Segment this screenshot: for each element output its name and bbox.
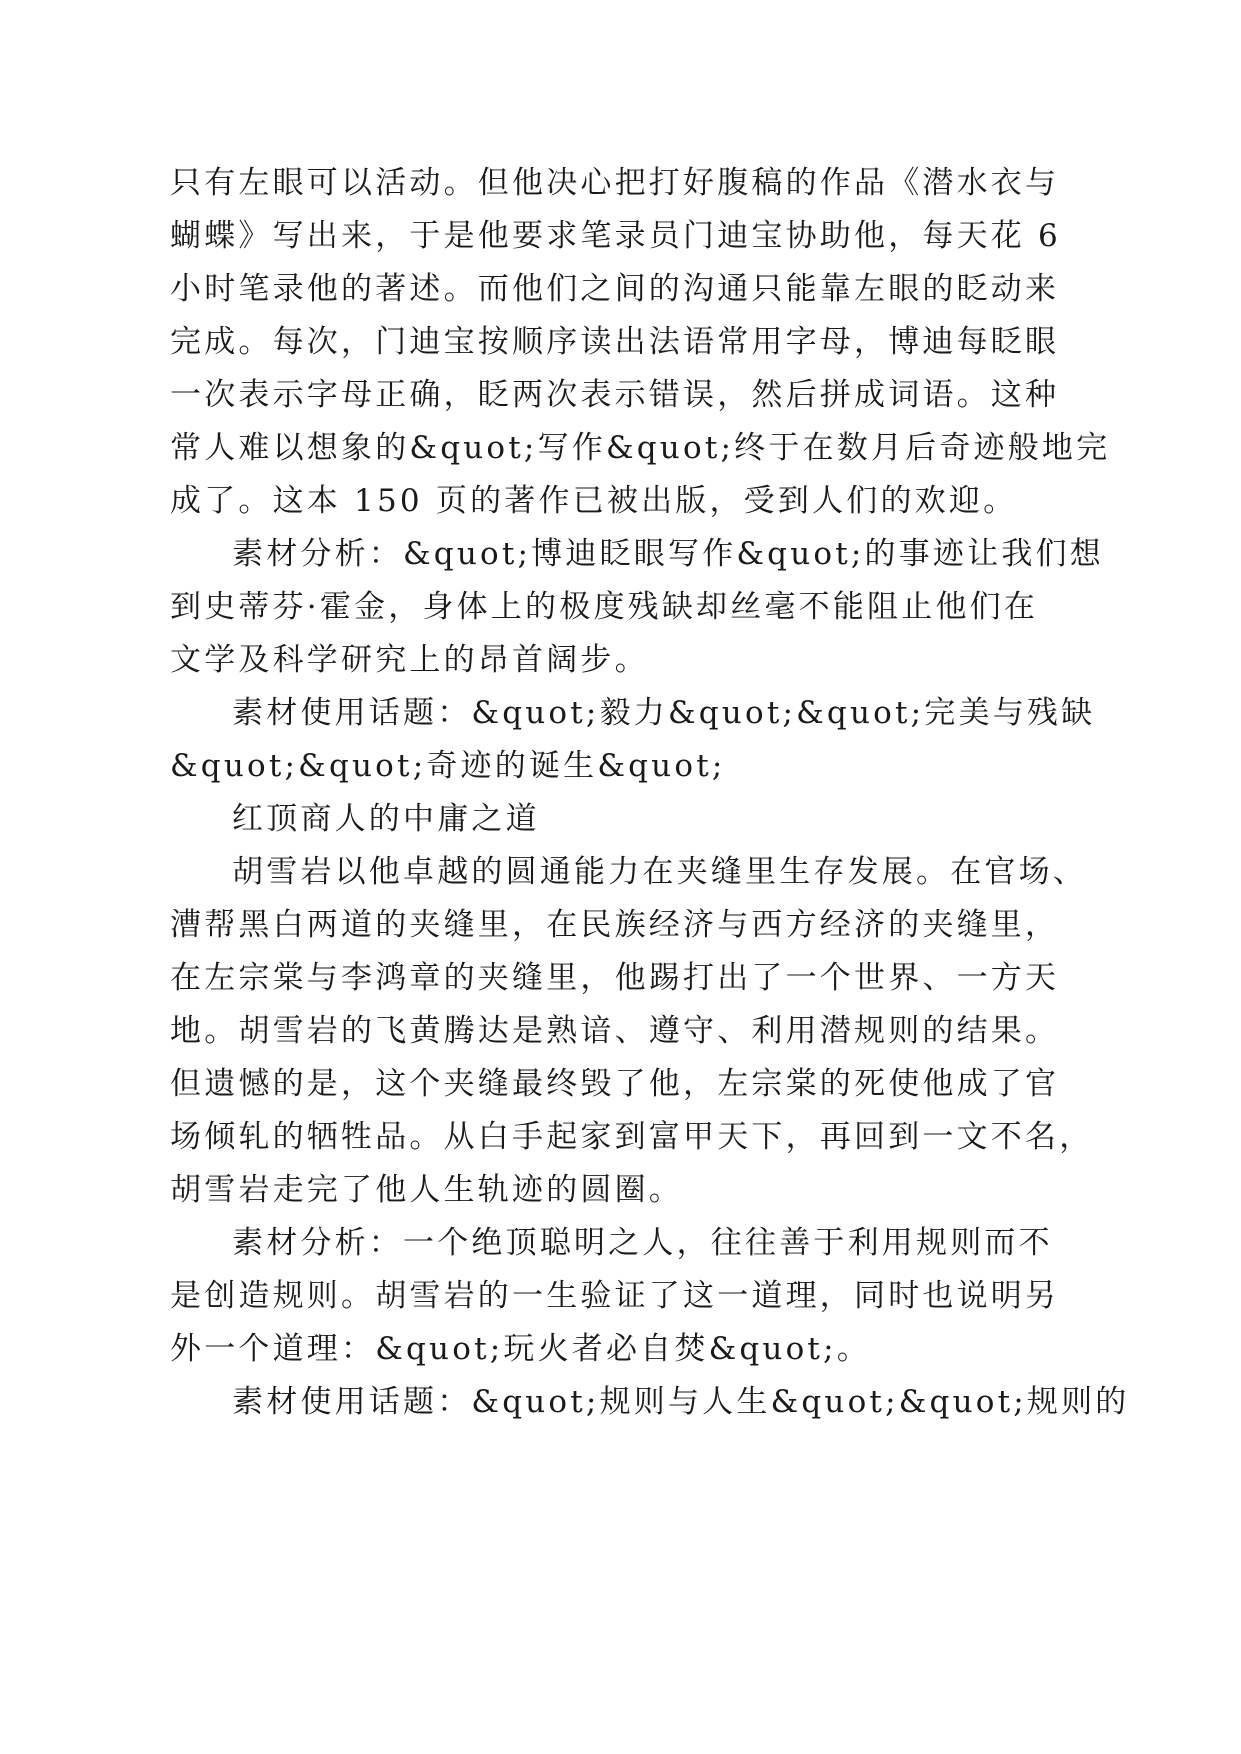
text-line: 胡雪岩以他卓越的圆通能力在夹缝里生存发展。在官场、	[232, 854, 1087, 890]
text-line: 素材使用话题：&quot;毅力&quot;&quot;完美与残缺	[232, 695, 1096, 731]
text-line: 场倾轧的牺牲品。从白手起家到富甲天下，再回到一文不名，	[170, 1119, 1094, 1155]
text-line: 漕帮黑白两道的夹缝里，在民族经济与西方经济的夹缝里，	[170, 907, 1060, 943]
text-line: 在左宗棠与李鸿章的夹缝里，他踢打出了一个世界、一方天	[170, 960, 1060, 996]
text-line: 成了。这本 150 页的著作已被出版，受到人们的欢迎。	[170, 483, 1018, 519]
text-line: 完成。每次，门迪宝按顺序读出法语常用字母，博迪每眨眼	[170, 324, 1060, 360]
text-line: 是创造规则。胡雪岩的一生验证了这一道理，同时也说明另	[170, 1278, 1060, 1314]
text-line: 但遗憾的是，这个夹缝最终毁了他，左宗棠的死使他成了官	[170, 1066, 1060, 1102]
text-line: 地。胡雪岩的飞黄腾达是熟谙、遵守、利用潜规则的结果。	[170, 1013, 1060, 1049]
text-line: 只有左眼可以活动。但他决心把打好腹稿的作品《潜水衣与	[170, 165, 1060, 201]
text-line: 素材分析：&quot;博迪眨眼写作&quot;的事迹让我们想	[232, 536, 1104, 572]
text-line: 小时笔录他的著述。而他们之间的沟通只能靠左眼的眨动来	[170, 271, 1060, 307]
text-line: 常人难以想象的&quot;写作&quot;终于在数月后奇迹般地完	[170, 430, 1111, 466]
text-line: 文学及科学研究上的昂首阔步。	[170, 642, 649, 678]
text-line: 一次表示字母正确，眨两次表示错误，然后拼成词语。这种	[170, 377, 1060, 413]
text-line: 到史蒂芬·霍金，身体上的极度残缺却丝毫不能阻止他们在	[170, 589, 1039, 625]
section-heading: 红顶商人的中庸之道	[232, 801, 540, 837]
text-line: 外一个道理：&quot;玩火者必自焚&quot;。	[170, 1331, 871, 1367]
text-line: 蝴蝶》写出来，于是他要求笔录员门迪宝协助他，每天花 6	[170, 218, 1061, 254]
text-line: 素材分析：一个绝顶聪明之人，往往善于利用规则而不	[232, 1225, 1053, 1261]
text-line: 素材使用话题：&quot;规则与人生&quot;&quot;规则的	[232, 1384, 1130, 1420]
text-line: &quot;&quot;奇迹的诞生&quot;	[170, 748, 726, 784]
text-line: 胡雪岩走完了他人生轨迹的圆圈。	[170, 1172, 683, 1208]
